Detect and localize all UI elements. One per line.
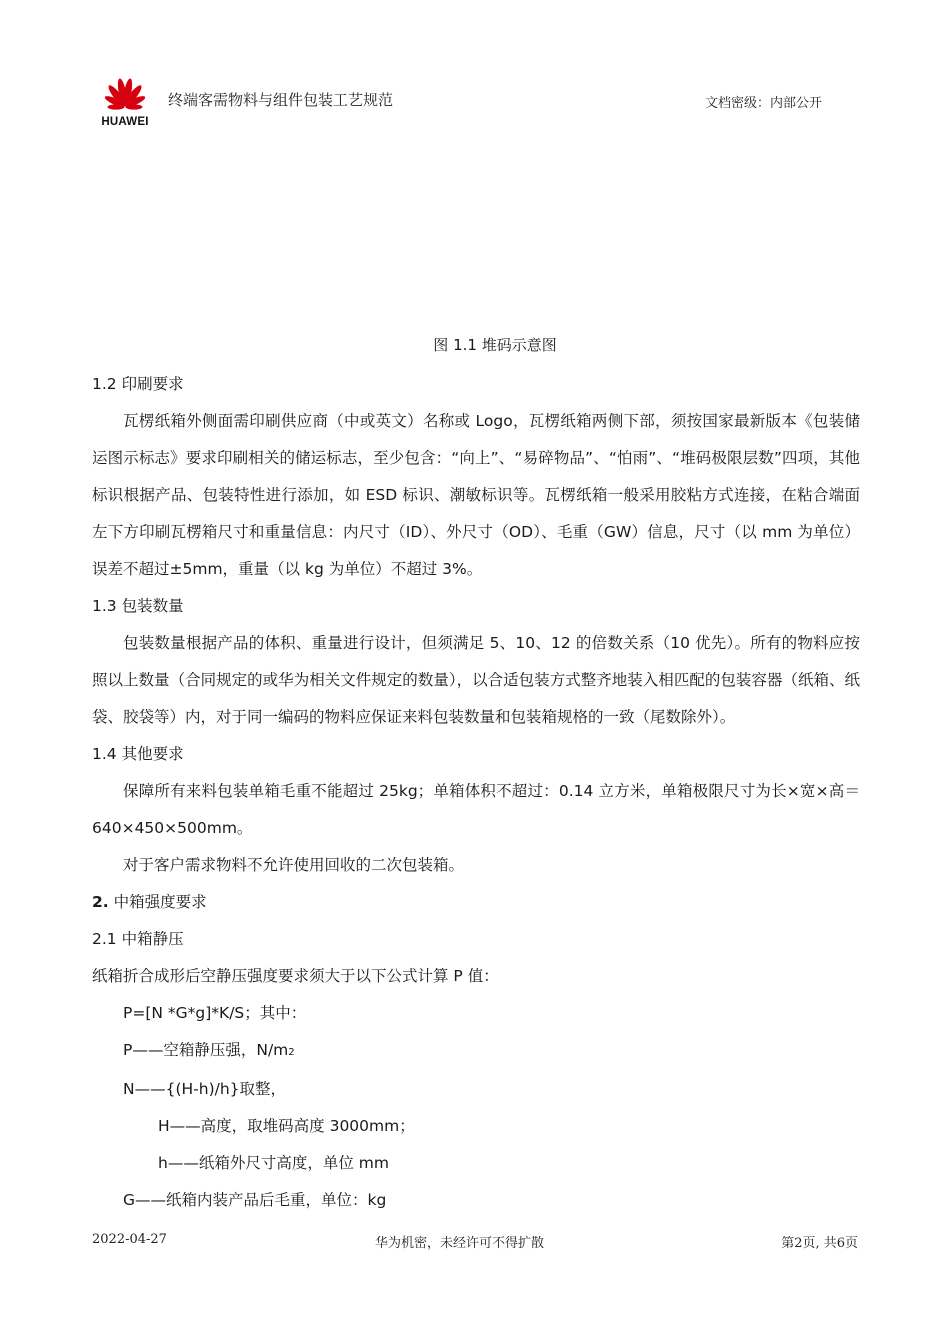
section-heading-2 [92,884,860,921]
logo-wordmark: HUAWEI [101,116,149,128]
paragraph-printing-requirements: 瓦楞纸箱外侧面需印刷供应商（中或英文）名称或 Logo，瓦楞纸箱两侧下部，须按国家最新版本《包装储运图示标志》要求印刷相关的储运标志，至少包含：“向上”、“易碎物品”、“怕雨”、“堆码极限层数”四项，其他标识根据产品、包装特性进行添加，如 ESD 标识、潮敏标识等。瓦楞纸箱一般采用胶粘方式连接，在粘合端面左下方印刷瓦楞箱尺寸和重量信息：内尺寸（ID）、外尺寸（OD）、毛重（GW）信息，尺寸（以 mm 为单位）误差不超过±5mm，重量（以 kg 为单位）不超过 3%。 [92,412,860,578]
definition-p-text: P——空箱静压强，N/m [123,1041,289,1059]
formula-p: P=[N *G*g]*K/S；其中： [123,1004,307,1022]
footer-page-number: 第2页, 共6页 [781,1236,858,1251]
definition-h: h——纸箱外尺寸高度，单位 mm [158,1154,389,1172]
definition-p [92,1032,860,1071]
definition-H: H——高度，取堆码高度 3000mm； [158,1117,415,1135]
huawei-logo [92,70,158,132]
huawei-flower-icon [92,70,158,116]
definition-g: G——纸箱内装产品后毛重，单位：kg [123,1191,387,1209]
section-heading-1-4: 1.4 其他要求 [92,745,184,763]
document-title: 终端客需物料与组件包装工艺规范 [168,91,394,109]
paragraph-formula-intro: 纸箱折合成形后空静压强度要求须大于以下公式计算 P 值： [92,967,499,985]
footer-date: 2022-04-27 [92,1232,167,1247]
section-heading-2-1: 2.1 中箱静压 [92,930,184,948]
section-heading-1-2: 1.2 印刷要求 [92,375,184,393]
paragraph-other-requirements: 保障所有来料包装单箱毛重不能超过 25kg；单箱体积不超过：0.14 立方米，单箱极限尺寸为长×宽×高＝640×450×500mm。 [92,782,860,837]
section-heading-1-3: 1.3 包装数量 [92,597,184,615]
section-number: 2. [92,893,109,911]
document-classification: 文档密级：内部公开 [704,96,822,111]
paragraph-no-recycled-boxes: 对于客户需求物料不允许使用回收的二次包装箱。 [123,856,465,874]
definition-n: N——{(H-h)/h}取整， [123,1080,287,1098]
definition-p-unit-exponent: 2 [288,1047,295,1058]
paragraph-packing-quantity: 包装数量根据产品的体积、重量进行设计，但须满足 5、10、12 的倍数关系（10 优先）。所有的物料应按照以上数量（合同规定的或华为相关文件规定的数量），以合适包装方式整齐地装入相匹配的包装容器（纸箱、纸袋、胶袋等）内，对于同一编码的物料应保证来料包装数量和包装箱规格的一致（尾数除外）。 [92,634,860,726]
figure-caption: 图 1.1 堆码示意图 [433,336,557,354]
section-title: 中箱强度要求 [108,893,207,911]
footer-confidential-notice: 华为机密，未经许可不得扩散 [375,1236,545,1251]
document-body [92,366,860,1219]
